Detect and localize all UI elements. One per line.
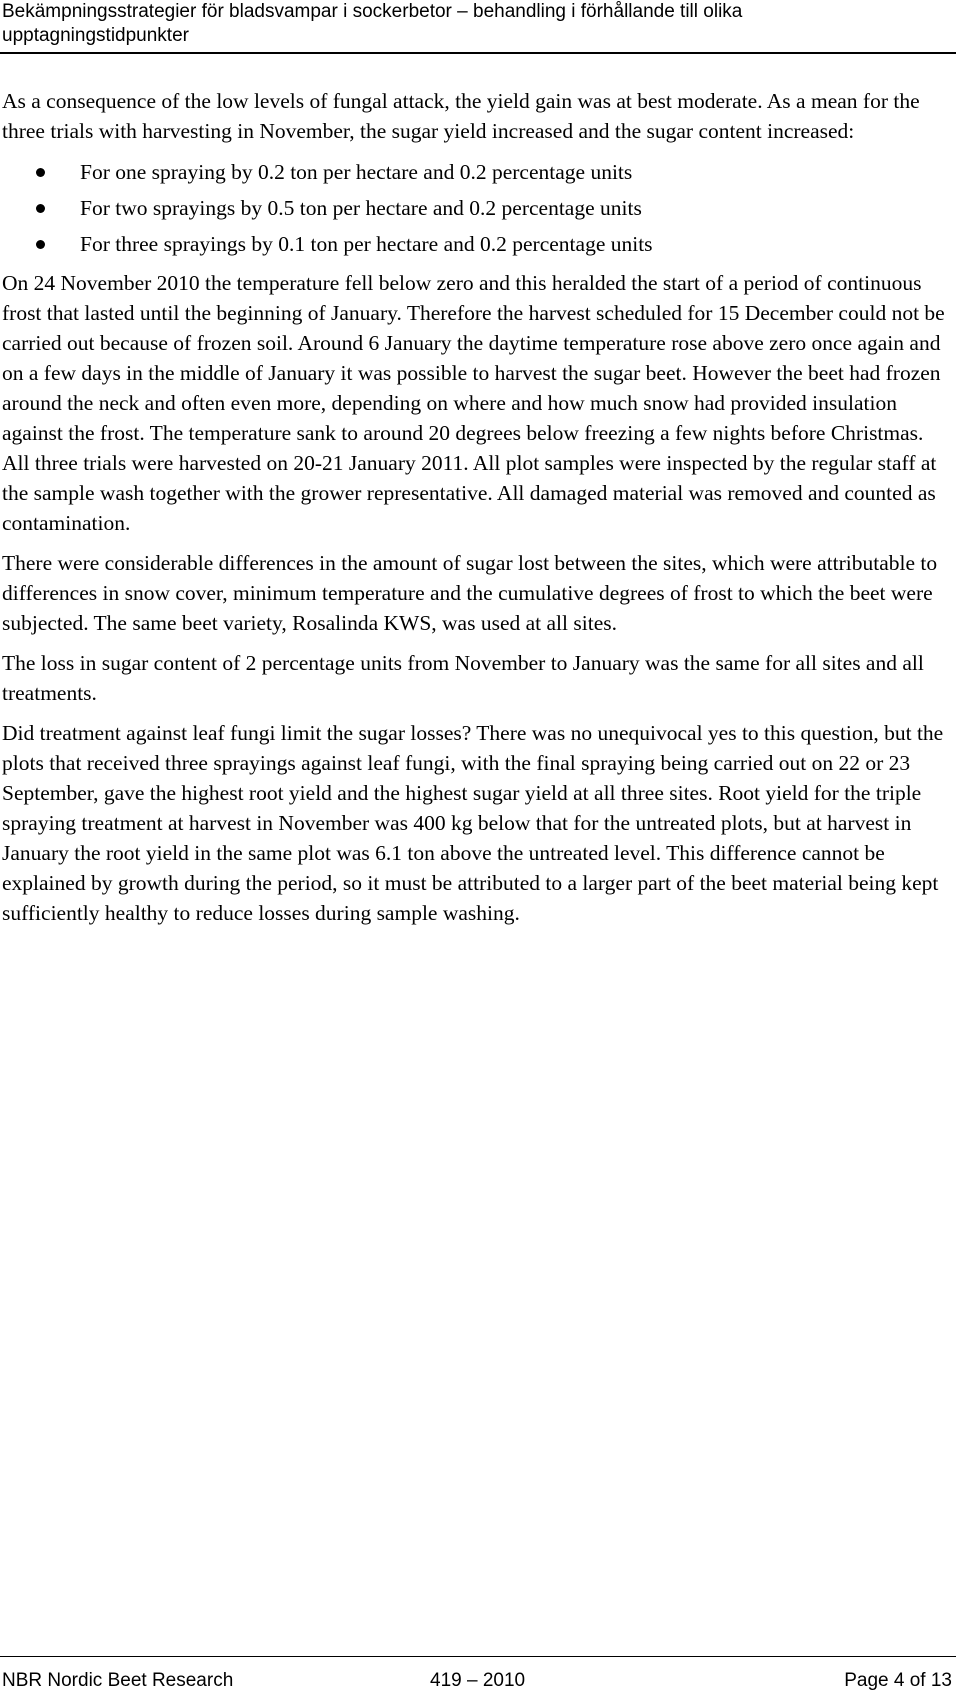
page-header (0, 0, 960, 48)
list-item-text: For two sprayings by 0.5 ton per hectare and 0.2 percentage units (80, 196, 642, 220)
footer-report-number: 419 – 2010 (430, 1670, 526, 1691)
differences-paragraph: There were considerable differences in the amount of sugar lost between the sites, which were attributable to differences in snow cover, minimum temperature and the cumulative degrees of frost to which the beet were subjected. The same beet variety, Rosalinda KWS, was used at all sites. (2, 551, 938, 635)
intro-paragraph: As a consequence of the low levels of fungal attack, the yield gain was at best moderate. As a mean for the three trials with harvesting in November, the sugar yield increased and the sugar content increased: (2, 89, 920, 143)
header-rule (0, 52, 956, 54)
document-body (2, 86, 952, 938)
footer-page-number: Page 4 of 13 (844, 1670, 952, 1691)
header-title-line-2: upptagningstidpunkter (2, 25, 189, 46)
list-item (2, 226, 952, 262)
frost-paragraph: On 24 November 2010 the temperature fell below zero and this heralded the start of a period of continuous frost that lasted until the beginning of January. Therefore the harvest scheduled for 15 December could not be carried out because of frozen soil. Around 6 January the daytime temperature rose above zero once again and on a few days in the middle of January it was possible to harvest the sugar beet. However the beet had frozen around the neck and often even more, depending on where and how much snow had provided insulation against the frost. The temperature sank to around 20 degrees below freezing a few nights before Christmas. All three trials were harvested on 20-21 January 2011. All plot samples were inspected by the regular staff at the sample wash together with the grower representative. All damaged material was removed and counted as contamination. (2, 271, 945, 535)
list-item-text: For one spraying by 0.2 ton per hectare and 0.2 percentage units (80, 160, 633, 184)
footer-publisher: NBR Nordic Beet Research (2, 1670, 234, 1691)
footer-rule (0, 1656, 956, 1657)
treatment-paragraph: Did treatment against leaf fungi limit the sugar losses? There was no unequivocal yes to this question, but the plots that received three sprayings against leaf fungi, with the final spraying being carried out on 22 or 23 September, gave the highest root yield and the highest sugar yield at all three sites. Root yield for the triple spraying treatment at harvest in November was 400 kg below that for the untreated plots, but at harvest in January the root yield in the same plot was 6.1 ton above the untreated level. This difference cannot be explained by growth during the period, so it must be attributed to a larger part of the beet material being kept sufficiently healthy to reduce losses during sample washing. (2, 721, 944, 925)
list-item (2, 190, 952, 226)
sugar-loss-paragraph: The loss in sugar content of 2 percentage units from November to January was the same for all sites and all treatments. (2, 651, 924, 705)
list-item-text: For three sprayings by 0.1 ton per hectare and 0.2 percentage units (80, 232, 653, 256)
bullet-icon (36, 204, 45, 213)
bullet-icon (36, 240, 45, 249)
list-item (2, 154, 952, 190)
header-title-line-1: Bekämpningsstrategier för bladsvampar i sockerbetor – behandling i förhållande till olika (2, 1, 743, 22)
bullet-icon (36, 168, 45, 177)
spraying-results-list (2, 154, 952, 262)
